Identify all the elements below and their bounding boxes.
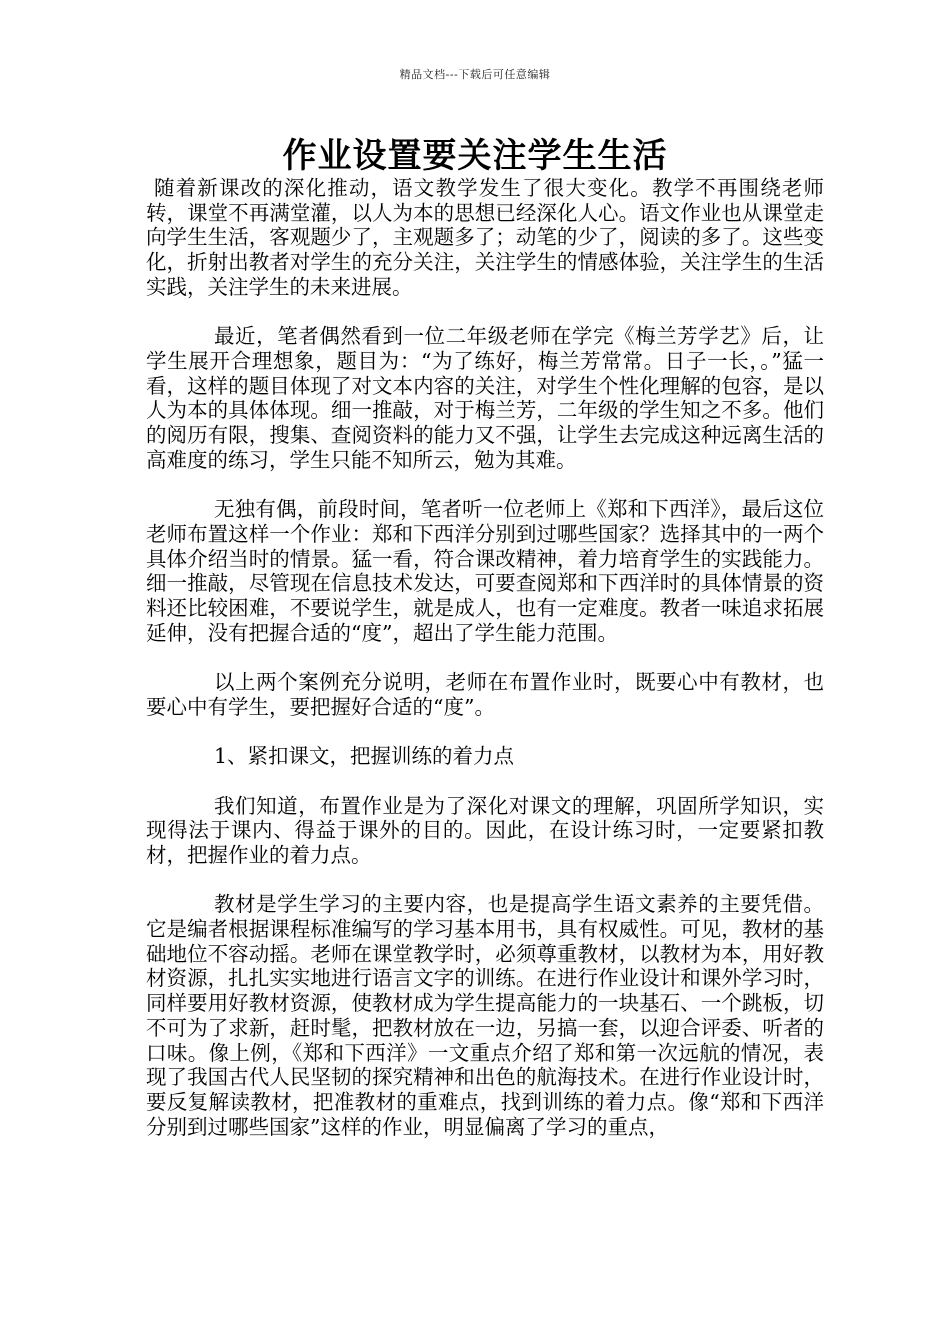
section-heading: 1、紧扣课文，把握训练的着力点 xyxy=(214,744,515,769)
paragraph-case-one: 最近，笔者偶然看到一位二年级老师在学完《梅兰芳学艺》后，让学生展开合理想象，题目为：“为了练好，梅兰芳常常。日子一长，。”猛一看，这样的题目体现了对文本内容的关注，对学生个性化理解的包容，是以人为本的具体体现。细一推敲，对于梅兰芳，二年级的学生知之不多。他们的阅历有限，搜集、查阅资料的能力又不强，让学生去完成这种远离生活的高难度的练习，学生只能不知所云，勉为其难。 xyxy=(146,324,824,472)
document-body xyxy=(146,176,824,1164)
paragraph-summary: 以上两个案例充分说明，老师在布置作业时，既要心中有教材，也要心中有学生，要把握好合适的“度”。 xyxy=(146,670,824,719)
header-note: 精品文档---下载后可任意编辑 xyxy=(399,68,551,81)
paragraph-case-two: 无独有偶，前段时间，笔者听一位老师上《郑和下西洋》，最后这位老师布置这样一个作业：郑和下西洋分别到过哪些国家？选择其中的一两个具体介绍当时的情景。猛一看，符合课改精神，着力培育学生的实践能力。细一推敲，尽管现在信息技术发达，可要查阅郑和下西洋时的具体情景的资料还比较困难，不要说学生，就是成人，也有一定难度。教者一味追求拓展延伸，没有把握合适的“度”，超出了学生能力范围。 xyxy=(146,497,824,645)
paragraph-purpose: 我们知道，布置作业是为了深化对课文的理解，巩固所学知识，实现得法于课内、得益于课外的目的。因此，在设计练习时，一定要紧扣教材，把握作业的着力点。 xyxy=(146,793,824,867)
paragraph-intro: 随着新课改的深化推动，语文教学发生了很大变化。教学不再围绕老师转，课堂不再满堂灌，以人为本的思想已经深化人心。语文作业也从课堂走向学生生活，客观题少了，主观题多了；动笔的少了，阅读的多了。这些变化，折射出教者对学生的充分关注，关注学生的情感体验，关注学生的生活实践，关注学生的未来进展。 xyxy=(146,176,824,299)
paragraph-textbook: 教材是学生学习的主要内容，也是提高学生语文素养的主要凭借。它是编者根据课程标准编写的学习基本用书，具有权威性。可见，教材的基础地位不容动摇。老师在课堂教学时，必须尊重教材，以教材为本，用好教材资源，扎扎实实地进行语言文字的训练。在进行作业设计和课外学习时，同样要用好教材资源，使教材成为学生提高能力的一块基石、一个跳板，切不可为了求新，赶时髦，把教材放在一边，另搞一套，以迎合评委、听者的口味。像上例，《郑和下西洋》一文重点介绍了郑和第一次远航的情况，表现了我国古代人民坚韧的探究精神和出色的航海技术。在进行作业设计时，要反复解读教材，把准教材的重难点，找到训练的着力点。像“郑和下西洋分别到过哪些国家”这样的作业，明显偏离了学习的重点， xyxy=(146,892,824,1139)
document-title: 作业设置要关注学生生活 xyxy=(282,136,668,176)
